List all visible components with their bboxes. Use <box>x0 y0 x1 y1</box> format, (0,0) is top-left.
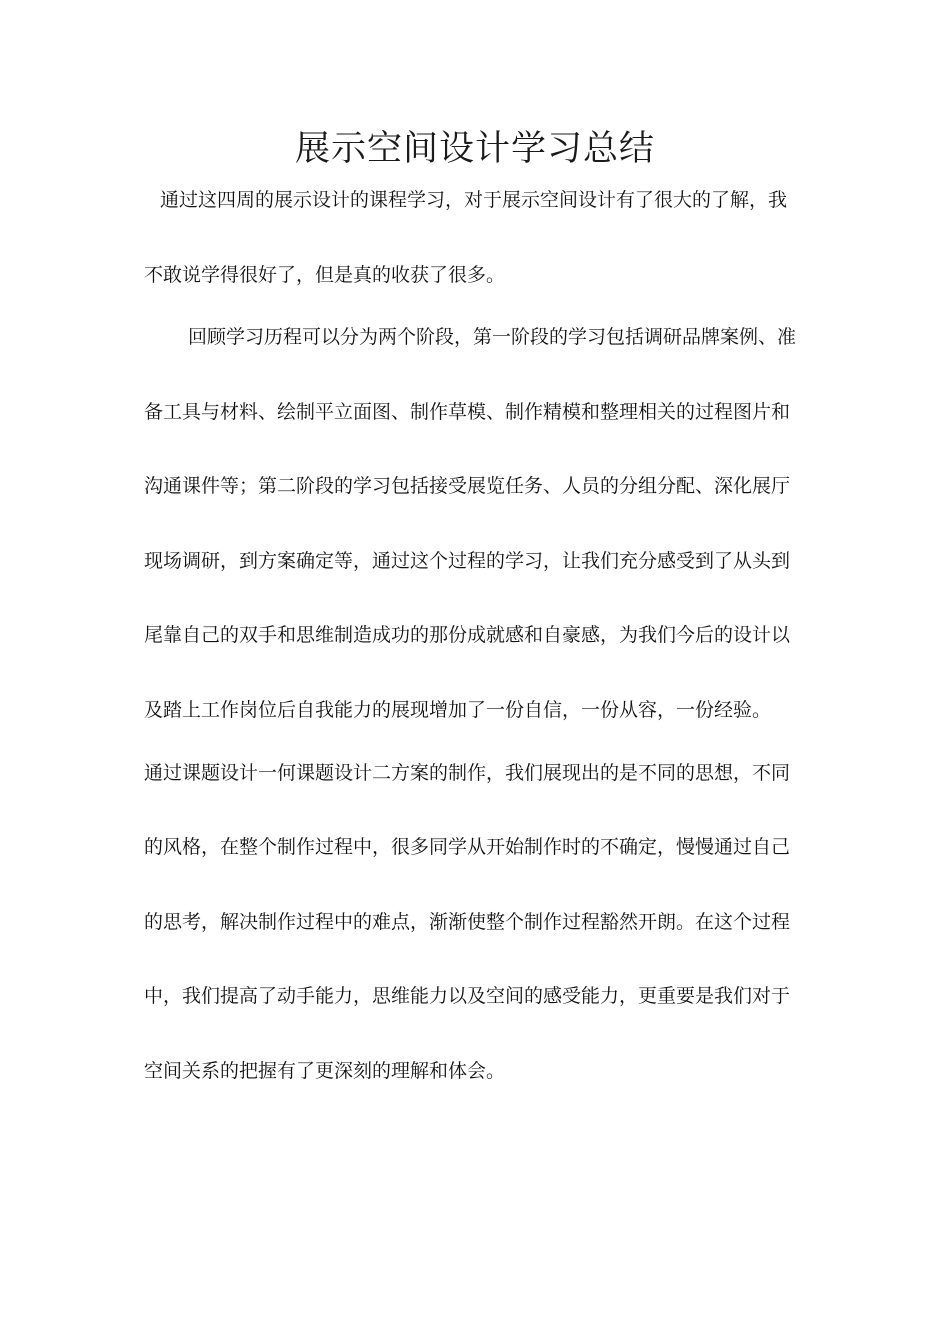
paragraph-2-line-2: 备工具与材料、绘制平立面图、制作草模、制作精模和整理相关的过程图片和 <box>144 401 791 423</box>
paragraph-1-line-2: 不敢说学得很好了，但是真的收获了很多。 <box>144 264 506 286</box>
paragraph-3-line-4: 中，我们提高了动手能力，思维能力以及空间的感受能力，更重要是我们对于 <box>144 985 791 1007</box>
paragraph-2-line-6: 及踏上工作岗位后自我能力的展现增加了一份自信，一份从容，一份经验。 <box>144 699 772 721</box>
paragraph-2-line-1: 回顾学习历程可以分为两个阶段，第一阶段的学习包括调研品牌案例、准 <box>188 326 797 348</box>
paragraph-3-line-3: 的思考，解决制作过程中的难点，渐渐使整个制作过程豁然开朗。在这个过程 <box>144 911 791 933</box>
paragraph-1-line-1: 通过这四周的展示设计的课程学习，对于展示空间设计有了很大的了解，我 <box>160 189 788 211</box>
paragraph-3-line-2: 的风格，在整个制作过程中，很多同学从开始制作时的不确定，慢慢通过自己 <box>144 836 791 858</box>
paragraph-2-line-5: 尾靠自己的双手和思维制造成功的那份成就感和自豪感，为我们今后的设计以 <box>144 624 791 646</box>
paragraph-2-line-4: 现场调研，到方案确定等，通过这个过程的学习，让我们充分感受到了从头到 <box>144 550 791 572</box>
paragraph-2-line-3: 沟通课件等；第二阶段的学习包括接受展览任务、人员的分组分配、深化展厅 <box>144 475 791 497</box>
paragraph-3-line-5: 空间关系的把握有了更深刻的理解和体会。 <box>144 1060 506 1082</box>
document-title: 展示空间设计学习总结 <box>294 129 655 169</box>
paragraph-3-line-1: 通过课题设计一何课题设计二方案的制作，我们展现出的是不同的思想，不同 <box>144 762 791 784</box>
